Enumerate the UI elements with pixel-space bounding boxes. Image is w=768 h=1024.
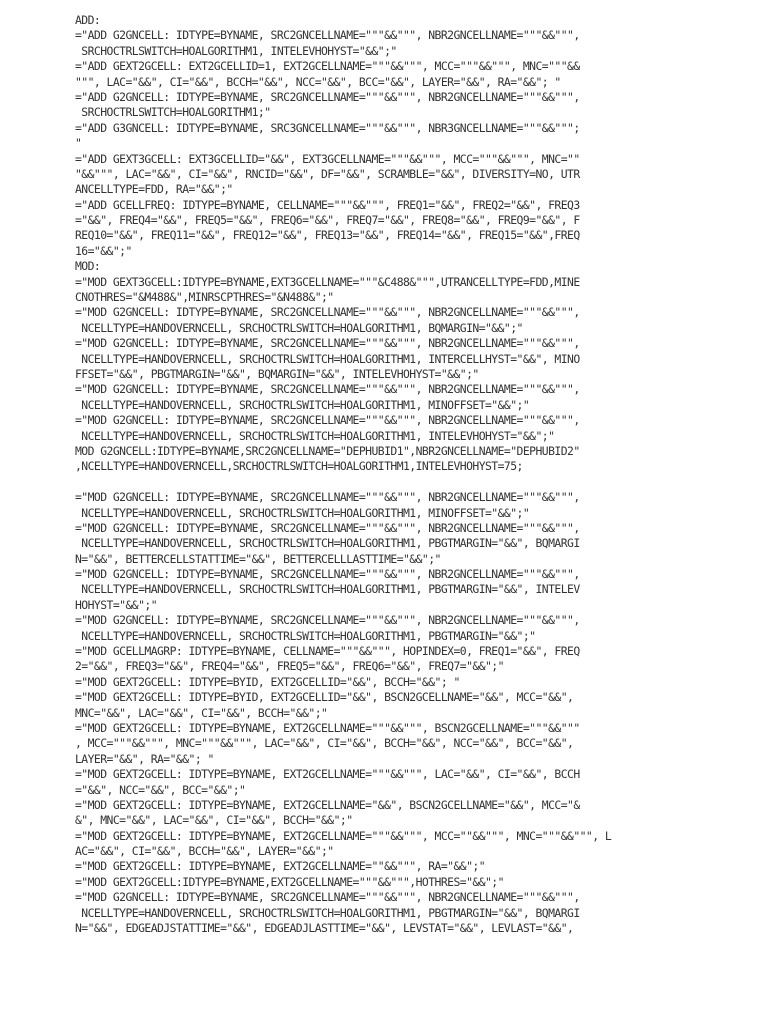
text-line: ="&&", FREQ4="&&", FREQ5="&&", FREQ6="&&", FREQ7="&&", FREQ8="&&", FREQ9="&&", F [75, 213, 580, 228]
text-line: MOD G2GNCELL:IDTYPE=BYNAME,SRC2GNCELLNAME="DEPHUBID1",NBR2GNCELLNAME="DEPHUBID2" [75, 443, 580, 458]
text-line: ANCELLTYPE=FDD, RA="&&";" [75, 182, 233, 197]
text-line: NCELLTYPE=HANDOVERNCELL, SRCHOCTRLSWITCH=HOALGORITHM1, INTELEVHOHYST="&&";" [75, 428, 555, 443]
text-line: SRCHOCTRLSWITCH=HOALGORITHM1, INTELEVHOHYST="&&";" [75, 43, 397, 58]
text-line: 2="&&", FREQ3="&&", FREQ4="&&", FREQ5="&&", FREQ6="&&", FREQ7="&&";" [75, 659, 504, 674]
text-line: CNOTHRES="&M488&",MINRSCPTHRES="&N488&";" [75, 290, 334, 305]
text-line: AC="&&", CI="&&", BCCH="&&", LAYER="&&";" [75, 844, 334, 859]
text-line: ="MOD GEXT2GCELL: IDTYPE=BYID, EXT2GCELLID="&&", BSCN2GCELLNAME="&&", MCC="&&", [75, 690, 574, 705]
text-line: ="MOD G2GNCELL: IDTYPE=BYNAME, SRC2GNCELLNAME="""&&""", NBR2GNCELLNAME="""&&""", [75, 336, 580, 351]
text-line: """, LAC="&&", CI="&&", BCCH="&&", NCC="&&", BCC="&&", LAYER="&&", RA="&&"; " [75, 74, 561, 89]
text-line: ="MOD GEXT2GCELL: IDTYPE=BYNAME, EXT2GCELLNAME=""&&""", RA="&&";" [75, 859, 486, 874]
text-line: NCELLTYPE=HANDOVERNCELL, SRCHOCTRLSWITCH=HOALGORITHM1, BQMARGIN="&&";" [75, 320, 523, 335]
text-line: NCELLTYPE=HANDOVERNCELL, SRCHOCTRLSWITCH=HOALGORITHM1, PBGTMARGIN="&&";" [75, 628, 536, 643]
text-line: , MCC="""&&""", MNC="""&&""", LAC="&&", CI="&&", BCCH="&&", NCC="&&", BCC="&&", [75, 736, 574, 751]
text-line: ="MOD GCELLMAGRP: IDTYPE=BYNAME, CELLNAME="""&&""", HOPINDEX=0, FREQ1="&&", FREQ [75, 644, 580, 659]
text-line: REQ10="&&", FREQ11="&&", FREQ12="&&", FREQ13="&&", FREQ14="&&", FREQ15="&&",FREQ [75, 228, 580, 243]
text-line: ="MOD G2GNCELL: IDTYPE=BYNAME, SRC2GNCELLNAME="""&&""", NBR2GNCELLNAME="""&&""", [75, 890, 580, 905]
text-line: NCELLTYPE=HANDOVERNCELL, SRCHOCTRLSWITCH=HOALGORITHM1, PBGTMARGIN="&&", BQMARGI [75, 536, 580, 551]
text-line: ="MOD GEXT2GCELL: IDTYPE=BYID, EXT2GCELLID="&&", BCCH="&&"; " [75, 674, 460, 689]
text-line: FFSET="&&", PBGTMARGIN="&&", BQMARGIN="&&", INTELEVHOHYST="&&";" [75, 366, 479, 381]
text-line: N="&&", BETTERCELLSTATTIME="&&", BETTERCELLLASTTIME="&&";" [75, 551, 441, 566]
text-line: MNC="&&", LAC="&&", CI="&&", BCCH="&&";" [75, 705, 328, 720]
text-line: ="&&", NCC="&&", BCC="&&";" [75, 782, 246, 797]
text-line: "&&""", LAC="&&", CI="&&", RNCID="&&", DF="&&", SCRAMBLE="&&", DIVERSITY=NO, UTR [75, 166, 580, 181]
text-line: " [75, 136, 82, 151]
document-page [75, 13, 755, 936]
text-line: ="ADD G3GNCELL: IDTYPE=BYNAME, SRC3GNCELLNAME="""&&""", NBR3GNCELLNAME="""&&"""; [75, 120, 580, 135]
text-line: &", MNC="&&", LAC="&&", CI="&&", BCCH="&&";" [75, 813, 353, 828]
text-line: NCELLTYPE=HANDOVERNCELL, SRCHOCTRLSWITCH=HOALGORITHM1, PBGTMARGIN="&&", BQMARGI [75, 905, 580, 920]
text-line: NCELLTYPE=HANDOVERNCELL, SRCHOCTRLSWITCH=HOALGORITHM1, MINOFFSET="&&";" [75, 397, 530, 412]
text-line: ="MOD G2GNCELL: IDTYPE=BYNAME, SRC2GNCELLNAME="""&&""", NBR2GNCELLNAME="""&&""", [75, 305, 580, 320]
text-line: SRCHOCTRLSWITCH=HOALGORITHM1;" [75, 105, 271, 120]
text-line: ="MOD GEXT2GCELL:IDTYPE=BYNAME,EXT2GCELLNAME="""&&""",HOTHRES="&&";" [75, 874, 504, 889]
text-line: ="MOD G2GNCELL: IDTYPE=BYNAME, SRC2GNCELLNAME="""&&""", NBR2GNCELLNAME="""&&""", [75, 613, 580, 628]
text-line: MOD: [75, 259, 101, 274]
text-line: ="MOD G2GNCELL: IDTYPE=BYNAME, SRC2GNCELLNAME="""&&""", NBR2GNCELLNAME="""&&""", [75, 490, 580, 505]
text-line: N="&&", EDGEADJSTATTIME="&&", EDGEADJLASTTIME="&&", LEVSTAT="&&", LEVLAST="&&", [75, 921, 574, 936]
text-line: ="MOD GEXT2GCELL: IDTYPE=BYNAME, EXT2GCELLNAME="""&&""", BSCN2GCELLNAME="""&&""" [75, 720, 580, 735]
text-line: ="ADD GCELLFREQ: IDTYPE=BYNAME, CELLNAME="""&&""", FREQ1="&&", FREQ2="&&", FREQ3 [75, 197, 580, 212]
text-line: ="MOD G2GNCELL: IDTYPE=BYNAME, SRC2GNCELLNAME="""&&""", NBR2GNCELLNAME="""&&""", [75, 382, 580, 397]
text-line: NCELLTYPE=HANDOVERNCELL, SRCHOCTRLSWITCH=HOALGORITHM1, INTERCELLHYST="&&", MINO [75, 351, 580, 366]
text-line: ="ADD G2GNCELL: IDTYPE=BYNAME, SRC2GNCELLNAME="""&&""", NBR2GNCELLNAME="""&&""", [75, 28, 580, 43]
text-line: ="MOD GEXT3GCELL:IDTYPE=BYNAME,EXT3GCELLNAME="""&C488&""",UTRANCELLTYPE=FDD,MINE [75, 274, 580, 289]
text-line: ="ADD GEXT2GCELL: EXT2GCELLID=1, EXT2GCELLNAME="""&&""", MCC="""&&""", MNC="""&& [75, 59, 580, 74]
text-line: ADD: [75, 13, 101, 27]
text-line: ="MOD GEXT2GCELL: IDTYPE=BYNAME, EXT2GCELLNAME="&&", BSCN2GCELLNAME="&&", MCC="& [75, 797, 580, 812]
text-line: ="MOD GEXT2GCELL: IDTYPE=BYNAME, EXT2GCELLNAME="""&&""", MCC=""&&""", MNC="""&&""", L [75, 828, 612, 843]
text-line: NCELLTYPE=HANDOVERNCELL, SRCHOCTRLSWITCH=HOALGORITHM1, PBGTMARGIN="&&", INTELEV [75, 582, 580, 597]
text-line: HOHYST="&&";" [75, 597, 158, 612]
blank-line [75, 475, 755, 490]
text-line: ="MOD G2GNCELL: IDTYPE=BYNAME, SRC2GNCELLNAME="""&&""", NBR2GNCELLNAME="""&&""", [75, 567, 580, 582]
text-line: ="MOD GEXT2GCELL: IDTYPE=BYNAME, EXT2GCELLNAME="""&&""", LAC="&&", CI="&&", BCCH [75, 767, 580, 782]
text-line: LAYER="&&", RA="&&"; " [75, 751, 214, 766]
text-line: ="ADD G2GNCELL: IDTYPE=BYNAME, SRC2GNCELLNAME="""&&""", NBR2GNCELLNAME="""&&""", [75, 89, 580, 104]
text-line: ="ADD GEXT3GCELL: EXT3GCELLID="&&", EXT3GCELLNAME="""&&""", MCC="""&&""", MNC="" [75, 151, 580, 166]
text-line: ,NCELLTYPE=HANDOVERNCELL,SRCHOCTRLSWITCH=HOALGORITHM1,INTELEVHOHYST=75; [75, 459, 523, 474]
text-line: ="MOD G2GNCELL: IDTYPE=BYNAME, SRC2GNCELLNAME="""&&""", NBR2GNCELLNAME="""&&""", [75, 520, 580, 535]
text-line: 16="&&";" [75, 243, 132, 258]
text-line: NCELLTYPE=HANDOVERNCELL, SRCHOCTRLSWITCH=HOALGORITHM1, MINOFFSET="&&";" [75, 505, 530, 520]
text-line: ="MOD G2GNCELL: IDTYPE=BYNAME, SRC2GNCELLNAME="""&&""", NBR2GNCELLNAME="""&&""", [75, 413, 580, 428]
